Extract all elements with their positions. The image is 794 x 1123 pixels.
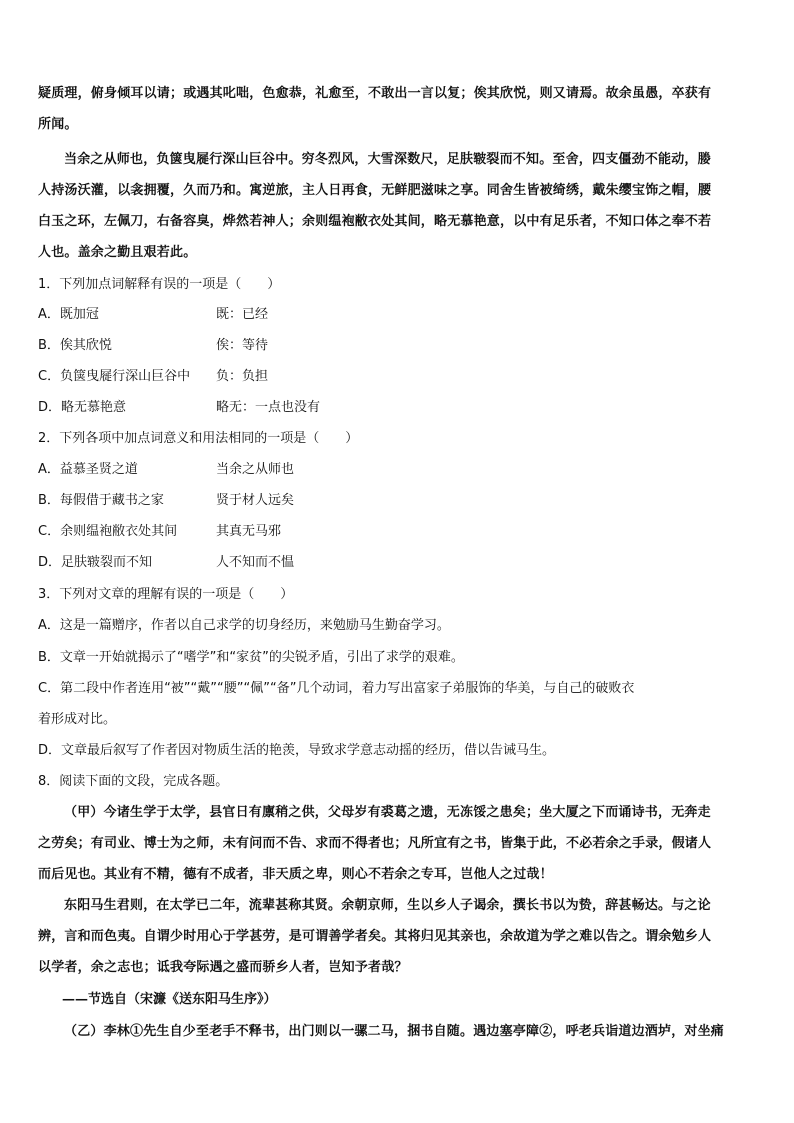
question-stem: 3．下列对文章的理解有误的一项是（ ） xyxy=(38,587,294,602)
option-row xyxy=(38,334,758,353)
option-right: 其真无马邪 xyxy=(216,524,282,539)
option-row xyxy=(38,365,758,384)
option-right: 既：已经 xyxy=(216,307,269,322)
option-right: 负：负担 xyxy=(216,369,269,384)
option-left: A．益慕圣贤之道 xyxy=(38,462,138,477)
option-right: 当余之从师也 xyxy=(216,462,295,477)
option-left: C．余则缊袍敝衣处其间 xyxy=(38,524,178,539)
passage-line: （乙）李林①先生自少至老手不释书，出门则以一骡二马，捆书自随。遇边塞亭障②，呼老兵诣道边酒垆，对坐痛 xyxy=(64,1024,725,1039)
option-left: B．每假借于藏书之家 xyxy=(38,493,164,508)
option-left: B．俟其欣悦 xyxy=(38,338,112,353)
option-row xyxy=(38,396,758,415)
source-citation: ——节选自（宋濂《送东阳马生序》） xyxy=(62,992,277,1007)
question-stem: 2．下列各项中加点词意义和用法相同的一项是（ ） xyxy=(38,431,359,446)
passage-line: 辨，言和而色夷。自谓少时用心于学甚劳，是可谓善学者矣。其将归见其亲也，余故道为学之难以告之。谓余勉乡人 xyxy=(38,929,712,944)
option-line: B．文章一开始就揭示了“嗜学”和“家贫”的尖锐矛盾，引出了求学的艰难。 xyxy=(38,650,464,665)
option-right: 人不知而不愠 xyxy=(216,555,295,570)
passage-line: 以学者，余之志也；诋我夸际遇之盛而骄乡人者，岂知予者哉？ xyxy=(38,960,408,975)
passage-line: 当余之从师也，负箧曳屣行深山巨谷中。穷冬烈风，大雪深数尺，足肤皲裂而不知。至舍，四支僵劲不能动，媵 xyxy=(64,152,711,167)
option-row xyxy=(38,520,758,539)
passage-line: 人也。盖余之勤且艰若此。 xyxy=(38,245,197,260)
option-left: D．足肤皲裂而不知 xyxy=(38,555,153,570)
option-line: 着形成对比。 xyxy=(38,712,117,727)
option-line: A．这是一篇赠序，作者以自己求学的切身经历，来勉励马生勤奋学习。 xyxy=(38,618,450,633)
passage-line: 疑质理，俯身倾耳以请；或遇其叱咄，色愈恭，礼愈至，不敢出一言以复；俟其欣悦，则又请焉。故余虽愚，卒获有 xyxy=(38,86,712,101)
question-stem: 8．阅读下面的文段，完成各题。 xyxy=(38,774,229,789)
option-left: C．负箧曳屣行深山巨谷中 xyxy=(38,369,191,384)
option-left: A．既加冠 xyxy=(38,307,99,322)
option-left: D．略无慕艳意 xyxy=(38,400,127,415)
option-row xyxy=(38,458,758,477)
question-stem: 1．下列加点词解释有误的一项是（ ） xyxy=(38,277,281,292)
option-right: 俟：等待 xyxy=(216,338,269,353)
option-row xyxy=(38,489,758,508)
option-row xyxy=(38,551,758,570)
option-row xyxy=(38,303,758,322)
option-right: 贤于材人远矣 xyxy=(216,493,295,508)
passage-line: 东阳马生君则，在太学已二年，流辈甚称其贤。余朝京师，生以乡人子谒余，撰长书以为贽，辞甚畅达。与之论 xyxy=(64,898,711,913)
passage-line: 之劳矣；有司业、博士为之师，未有问而不告、求而不得者也；凡所宜有之书，皆集于此，不必若余之手录，假诸人 xyxy=(38,836,712,851)
passage-line: （甲）今诸生学于太学，县官日有廪稍之供，父母岁有裘葛之遗，无冻馁之患矣；坐大厦之下而诵诗书，无奔走 xyxy=(64,805,711,820)
passage-line: 人持汤沃灌，以衾拥覆，久而乃和。寓逆旅，主人日再食，无鲜肥滋味之享。同舍生皆被绮绣，戴朱缨宝饰之帽，腰 xyxy=(38,183,712,198)
passage-line: 而后见也。其业有不精，德有不成者，非天质之卑，则心不若余之专耳，岂他人之过哉！ xyxy=(38,867,553,882)
option-line: C．第二段中作者连用“被”“戴”“腰”“佩”“备”几个动词，着力写出富家子弟服饰的华美，与自己的破败衣 xyxy=(38,681,635,696)
passage-line: 白玉之环，左佩刀，右备容臭，烨然若神人；余则缊袍敝衣处其间，略无慕艳意，以中有足乐者，不知口体之奉不若 xyxy=(38,214,712,229)
passage-line: 所闻。 xyxy=(38,117,78,132)
option-right: 略无：一点也没有 xyxy=(216,400,321,415)
option-line: D．文章最后叙写了作者因对物质生活的艳羡，导致求学意志动摇的经历，借以告诫马生。 xyxy=(38,743,556,758)
